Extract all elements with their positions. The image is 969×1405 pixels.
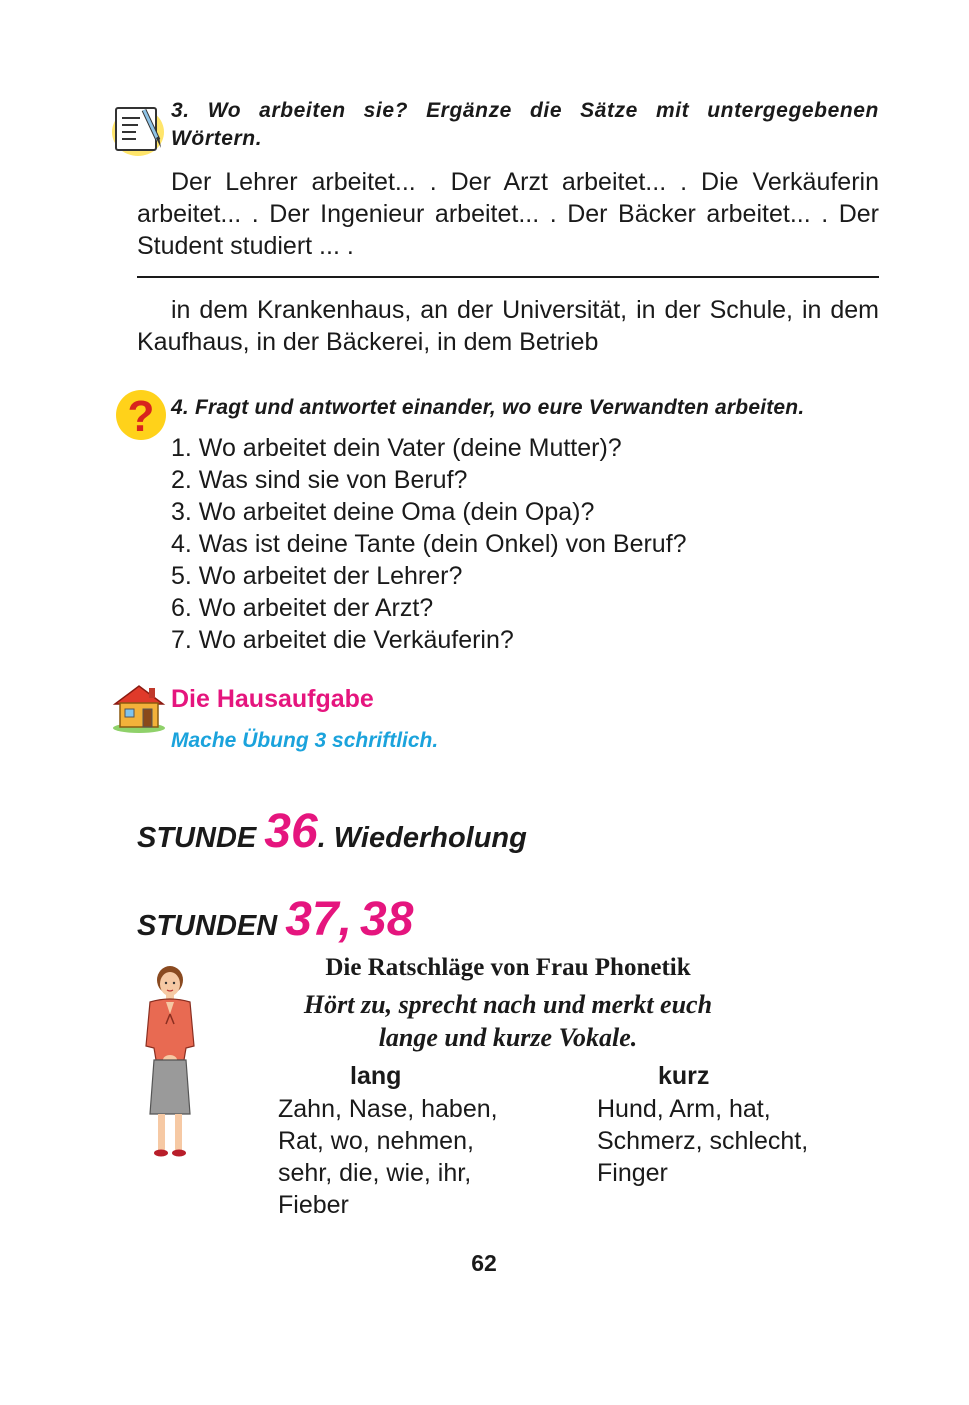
lesson-36-heading	[137, 804, 527, 859]
teacher-illustration-wrap	[134, 964, 206, 1160]
list-item: 3. Wo arbeitet deine Oma (dein Opa)?	[171, 498, 595, 526]
exercise-4-icon-wrap	[114, 388, 168, 442]
notebook-pencil-icon	[110, 100, 166, 158]
lesson-label: STUNDEN	[137, 910, 278, 942]
list-item: Rat, wo, nehmen,	[278, 1127, 474, 1155]
exercise-3-title: 3. Wo arbeiten sie? Ergänze die Sätze mit untergegebenen Wörtern.	[171, 99, 879, 150]
lesson-number: 37	[285, 893, 339, 946]
list-item: Fieber	[278, 1191, 349, 1219]
column-header-kurz: kurz	[658, 1062, 710, 1090]
list-item: Hund, Arm, hat,	[597, 1095, 771, 1123]
exercise-4-title: 4. Fragt und antwortet einander, wo eure Verwandten arbeiten.	[171, 396, 805, 419]
page-number: 62	[471, 1250, 497, 1276]
list-item: 7. Wo arbeitet die Verkäuferin?	[171, 626, 514, 654]
list-item: 6. Wo arbeitet der Arzt?	[171, 594, 434, 622]
list-item: Finger	[597, 1159, 668, 1187]
list-item: 1. Wo arbeitet dein Vater (deine Mutter)?	[171, 434, 622, 462]
lesson-label: STUNDE	[137, 822, 257, 854]
lang-vowels-column	[278, 1093, 578, 1221]
column-header-lang: lang	[350, 1062, 402, 1090]
woman-teacher-illustration	[134, 964, 206, 1160]
list-item: 5. Wo arbeitet der Lehrer?	[171, 562, 463, 590]
exercise-3-sentences: Der Lehrer arbeitet... . Der Arzt arbeitet... . Die Verkäuferin arbeitet... . Der Ingenieur arbeitet... . Der Bäcker arbeitet... . Der Student studiert ... .	[137, 168, 879, 260]
lesson-number: 38	[360, 893, 414, 946]
divider-line	[137, 276, 879, 278]
lesson-topic: . Wiederholung	[317, 822, 527, 854]
list-item: 4. Was ist deine Tante (dein Onkel) von Beruf?	[171, 530, 687, 558]
question-mark-icon	[114, 388, 168, 442]
homework-task: Mache Übung 3 schriftlich.	[171, 729, 439, 752]
exercise-3-icon-wrap	[110, 100, 166, 158]
list-item: 2. Was sind sie von Beruf?	[171, 466, 468, 494]
phonetik-instruction-line-2: lange und kurze Vokale.	[378, 1023, 638, 1052]
phonetik-instruction-line-1: Hört zu, sprecht nach und merkt euch	[303, 990, 713, 1019]
lesson-37-38-heading	[137, 892, 413, 947]
list-item: sehr, die, wie, ihr,	[278, 1159, 472, 1187]
list-item: Schmerz, schlecht,	[597, 1127, 809, 1155]
lesson-number-separator: ,	[338, 893, 352, 946]
homework-icon-wrap	[111, 682, 167, 734]
phonetik-title: Die Ratschläge von Frau Phonetik	[325, 954, 691, 981]
homework-title: Die Hausaufgabe	[171, 685, 374, 713]
exercise-3-word-bank: in dem Krankenhaus, an der Universität, in der Schule, in dem Kaufhaus, in der Bäckerei, in dem Betrieb	[137, 296, 879, 356]
lesson-number: 36	[264, 805, 318, 858]
svg-text:?: ?	[127, 392, 155, 441]
list-item: Zahn, Nase, haben,	[278, 1095, 498, 1123]
exercise-4-question-list	[171, 432, 871, 656]
kurz-vowels-column	[597, 1093, 897, 1189]
house-icon	[111, 682, 167, 734]
